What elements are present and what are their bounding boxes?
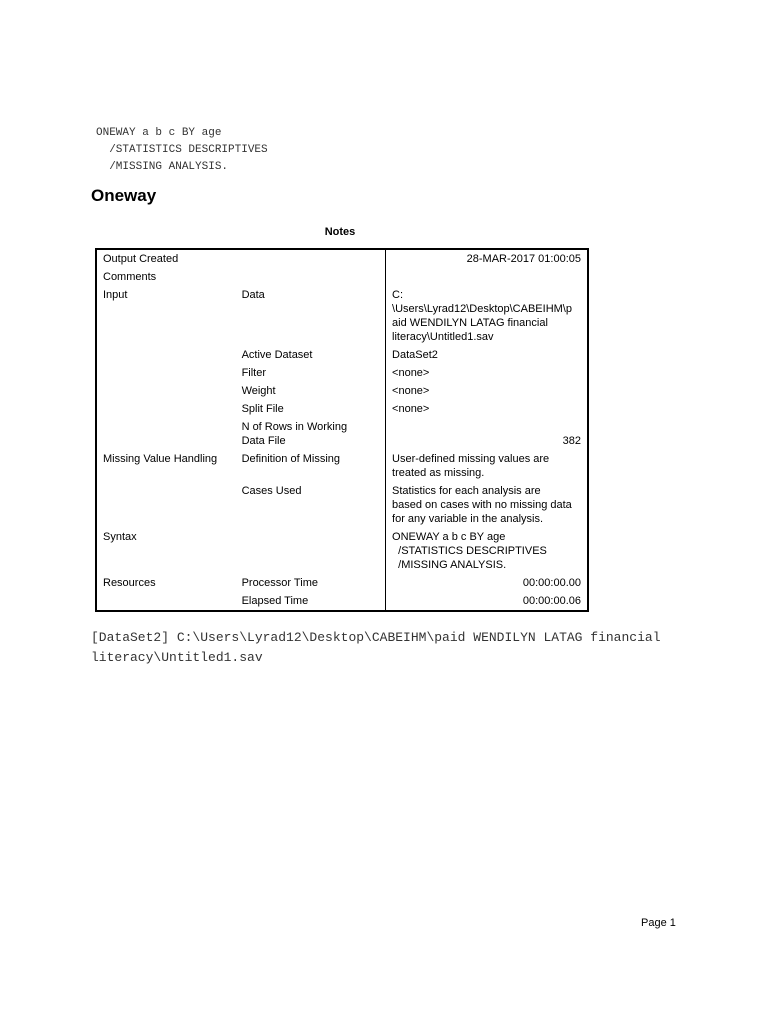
row-value: ONEWAY a b c BY age /STATISTICS DESCRIPTIVES /MISSING ANALYSIS.	[392, 531, 547, 571]
row-value: 00:00:00.00	[522, 577, 581, 589]
row-label: Missing Value Handling	[103, 453, 218, 465]
row-value	[386, 268, 588, 286]
row-sublabel: N of Rows in Working Data File	[236, 418, 386, 450]
table-row	[96, 268, 588, 286]
row-label: Resources	[103, 577, 156, 589]
syntax-block	[96, 125, 268, 176]
table-row	[96, 364, 588, 382]
row-value: 382	[562, 435, 581, 447]
row-label: Syntax	[103, 531, 137, 543]
table-row	[96, 574, 588, 592]
row-sublabel	[236, 268, 386, 286]
syntax-line: ONEWAY a b c BY age	[96, 127, 222, 139]
row-sublabel: Cases Used	[236, 482, 386, 528]
row-label	[96, 382, 236, 400]
row-value: Statistics for each analysis are based on cases with no missing data for any variable in the analysis.	[392, 485, 572, 525]
syntax-line: /STATISTICS DESCRIPTIVES	[96, 144, 268, 156]
row-label	[96, 482, 236, 528]
row-sublabel: Processor Time	[236, 574, 386, 592]
row-value: 28-MAR-2017 01:00:05	[466, 253, 581, 265]
row-value: C: \Users\Lyrad12\Desktop\CABEIHM\p aid WENDILYN LATAG financial literacy\Untitled1.sav	[392, 289, 572, 343]
table-row	[96, 450, 588, 482]
row-sublabel: Filter	[236, 364, 386, 382]
row-label	[96, 418, 236, 450]
row-value: 00:00:00.06	[522, 595, 581, 607]
row-value: User-defined missing values are treated as missing.	[392, 453, 550, 479]
row-sublabel: Active Dataset	[236, 346, 386, 364]
row-value: DataSet2	[392, 349, 438, 361]
row-label	[96, 400, 236, 418]
row-label	[96, 346, 236, 364]
table-row	[96, 346, 588, 364]
row-value: <none>	[392, 385, 430, 397]
row-label: Input	[103, 289, 128, 301]
row-sublabel	[236, 249, 386, 268]
row-sublabel: Weight	[236, 382, 386, 400]
table-row	[96, 400, 588, 418]
table-row	[96, 286, 588, 346]
row-label: Output Created	[103, 253, 179, 265]
row-sublabel: Split File	[236, 400, 386, 418]
table-row	[96, 249, 588, 268]
table-row	[96, 528, 588, 574]
row-sublabel: Elapsed Time	[236, 592, 386, 611]
table-row	[96, 482, 588, 528]
table-row	[96, 418, 588, 450]
page-number: Page 1	[641, 917, 676, 929]
table-row	[96, 592, 588, 611]
dataset-path-line: [DataSet2] C:\Users\Lyrad12\Desktop\CABEIHM\paid WENDILYN LATAG financial literacy\Untitled1.sav	[91, 630, 669, 665]
row-label	[96, 364, 236, 382]
section-heading: Oneway	[91, 186, 157, 205]
notes-table	[95, 248, 589, 612]
row-sublabel: Data	[236, 286, 386, 346]
syntax-line: /MISSING ANALYSIS.	[96, 161, 229, 173]
table-title: Notes	[324, 226, 356, 238]
row-value: <none>	[392, 367, 430, 379]
row-value: <none>	[392, 403, 430, 415]
row-label: Comments	[103, 271, 157, 283]
row-sublabel: Definition of Missing	[236, 450, 386, 482]
row-sublabel	[236, 528, 386, 574]
row-label	[96, 592, 236, 611]
table-row	[96, 382, 588, 400]
